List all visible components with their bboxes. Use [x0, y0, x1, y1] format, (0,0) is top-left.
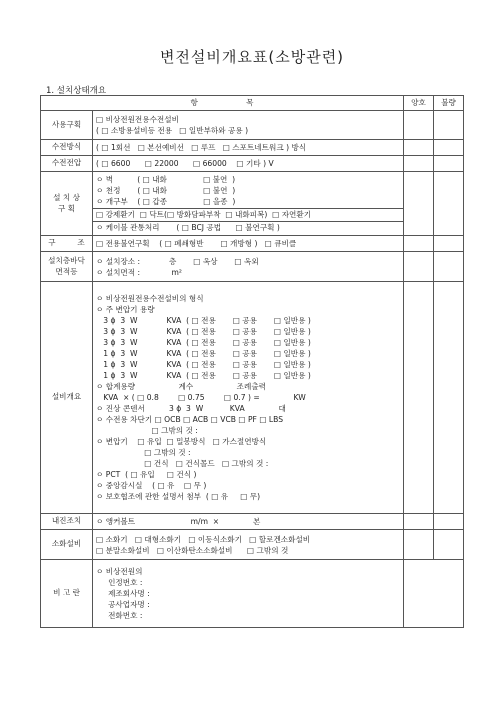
equip-line: 1 ϕ 3 W KVA ( □ 전용 □ 공용 □ 일반용 ) [96, 371, 311, 380]
header-item: 항 목 [41, 96, 404, 111]
check-yes[interactable] [404, 111, 434, 140]
check-yes[interactable] [404, 172, 434, 236]
content-install [93, 172, 404, 236]
section-heading: 1. 설치상태개요 [46, 86, 107, 96]
install-cable: ㅇ 케이블 관통처리 ( □ BCJ 공법 □ 불연구획 ) [93, 221, 403, 233]
label-install: 설 치 상 구 획 [41, 172, 93, 236]
install-line: ㅇ 천정 ( □ 내화 □ 불연 ) [96, 186, 236, 195]
fire-line: □ 소화기 □ 대형소화기 □ 이동식소화기 □ 할로겐소화설비 [96, 534, 311, 544]
equip-line: □ 그밖의 것 : [96, 448, 191, 457]
check-yes[interactable] [404, 236, 434, 252]
row-voltage [41, 156, 464, 172]
check-no[interactable] [434, 111, 464, 140]
fire-line: □ 분말소화설비 □ 이산화탄소소화설비 □ 그밖의 것 [96, 545, 289, 555]
check-yes[interactable] [404, 156, 434, 172]
substation-form-table [40, 95, 464, 628]
voltage-line: ( □ 6600 □ 22000 □ 66000 □ 기타 ) V [96, 159, 274, 168]
check-no[interactable] [434, 156, 464, 172]
page-title: 변전설비개요표(소방관련) [159, 48, 345, 66]
equip-line: ㅇ 진상 콘덴서 3 ϕ 3 W KVA 대 [96, 404, 286, 413]
remarks-line: 전화번호 : [96, 611, 143, 620]
check-no[interactable] [434, 530, 464, 560]
check-yes[interactable] [404, 282, 434, 514]
label-quake: 내진조치 [41, 514, 93, 530]
header-no: 불량 [434, 96, 464, 111]
label-equip: 설비개요 [41, 282, 93, 514]
use-line: ( □ 소방용설비등 전용 □ 일반부하와 공용 ) [96, 126, 249, 135]
label-voltage: 수전전압 [41, 156, 93, 172]
check-yes[interactable] [404, 514, 434, 530]
remarks-line: 인정번호 : [96, 578, 143, 587]
equip-line: ㅇ PCT ( □ 유입 □ 건식 ) [96, 470, 197, 479]
check-no[interactable] [434, 172, 464, 236]
check-yes[interactable] [404, 530, 434, 560]
row-equip [41, 282, 464, 514]
install-ventilation: □ 강제환기 □ 닥트(□ 방화담파부착 □ 내화피복) □ 자연환기 [93, 208, 403, 220]
row-structure [41, 236, 464, 252]
check-no[interactable] [434, 140, 464, 156]
label-structure: 구 조 [41, 236, 93, 252]
row-method [41, 140, 464, 156]
label-place: 설치층바닥 면적등 [41, 252, 93, 282]
remarks-blank [404, 560, 464, 628]
install-line: ㅇ 개구부 ( □ 갑종 □ 을종 ) [96, 197, 236, 206]
equip-line: ㅇ 주 변압기 용량 [96, 305, 155, 314]
row-quake [41, 514, 464, 530]
row-remarks [41, 560, 464, 628]
check-yes[interactable] [404, 252, 434, 282]
label-fire: 소화설비 [41, 530, 93, 560]
method-line: ( □ 1회선 □ 본선예비선 □ 루프 □ 스포트네트워크 ) 방식 [96, 143, 307, 152]
place-line: ㅇ 설치장소 : 층 □ 옥상 □ 옥외 [96, 256, 259, 266]
check-yes[interactable] [404, 140, 434, 156]
check-no[interactable] [434, 514, 464, 530]
quake-line: ㅇ 앵커볼트 m/m × 본 [96, 517, 261, 526]
label-method: 수전방식 [41, 140, 93, 156]
row-place [41, 252, 464, 282]
row-use [41, 111, 464, 140]
equip-line: ㅇ 중앙감시실 ( □ 유 □ 무 ) [96, 481, 207, 490]
equip-line: 3 ϕ 3 W KVA ( □ 전용 □ 공용 □ 일반용 ) [96, 316, 311, 325]
content-use [93, 111, 404, 140]
equip-line: ㅇ 비상전원전용수전설비의 형식 [96, 294, 204, 303]
header-row [41, 96, 464, 111]
equip-line: 1 ϕ 3 W KVA ( □ 전용 □ 공용 □ 일반용 ) [96, 360, 311, 369]
equip-line: 3 ϕ 3 W KVA ( □ 전용 □ 공용 □ 일반용 ) [96, 327, 311, 336]
header-yes: 양호 [404, 96, 434, 111]
equip-line: ㅇ 수전용 차단기 □ OCB □ ACB □ VCB □ PF □ LBS [96, 415, 284, 424]
content-equip [93, 282, 404, 514]
install-line: ㅇ 벽 ( □ 내화 □ 불연 ) [96, 175, 236, 184]
equip-line: KVA × ( □ 0.8 □ 0.75 □ 0.7 ) = KW [96, 393, 306, 402]
remarks-line: 제조회사명 : [96, 589, 150, 598]
equip-line: ㅇ 변압기 □ 유입 □ 밀봉방식 □ 가스절연방식 [96, 437, 267, 446]
remarks-line: 공사업자명 : [96, 600, 150, 609]
row-install [41, 172, 464, 236]
equip-line: 3 ϕ 3 W KVA ( □ 전용 □ 공용 □ 일반용 ) [96, 338, 311, 347]
check-no[interactable] [434, 236, 464, 252]
check-no[interactable] [434, 282, 464, 514]
place-line: ㅇ 설치면적 : m² [96, 267, 182, 277]
row-fire [41, 530, 464, 560]
remarks-line: ㅇ 비상전원의 [96, 567, 143, 576]
label-use: 사용구획 [41, 111, 93, 140]
equip-line: ㅇ 합계용량 계수 조례출력 [96, 382, 267, 391]
equip-line: □ 건식 □ 건식몰드 □ 그밖의 것 : [96, 459, 269, 468]
label-remarks: 비 고 란 [41, 560, 93, 628]
use-line: □ 비상전원전용수전설비 [96, 115, 179, 124]
equip-line: □ 그밖의 것 : [96, 426, 198, 435]
check-no[interactable] [434, 252, 464, 282]
structure-line: □ 전용불연구획 ( □ 폐쇄형반 □ 개방형 ) □ 큐비클 [96, 239, 297, 248]
equip-line: 1 ϕ 3 W KVA ( □ 전용 □ 공용 □ 일반용 ) [96, 349, 311, 358]
equip-line: ㅇ 보호협조에 관한 설명서 첨부 ( □ 유 □ 무) [96, 492, 261, 501]
